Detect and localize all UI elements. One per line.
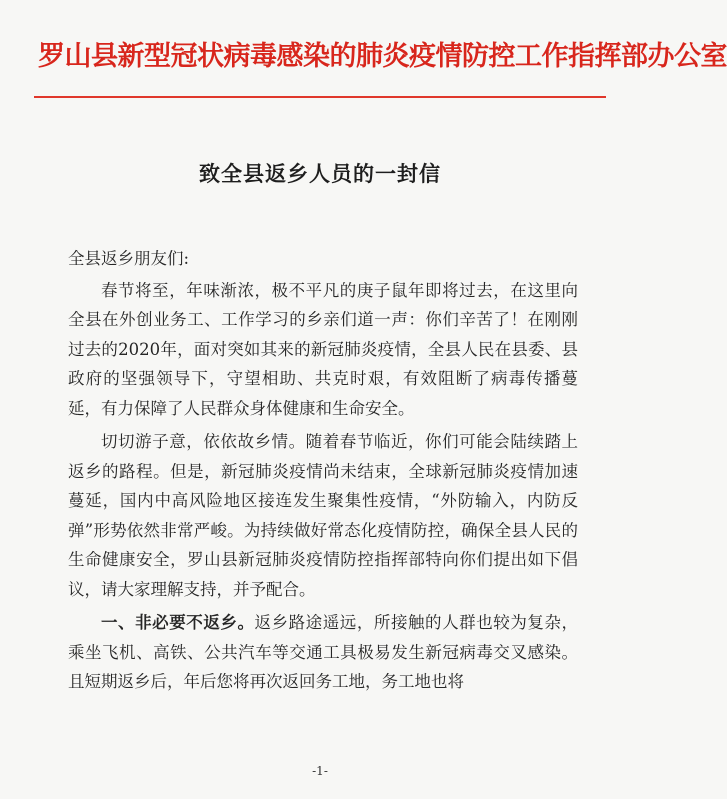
issuing-office-header: 罗山县新型冠状病毒感染的肺炎疫情防控工作指挥部办公室: [38, 41, 727, 72]
paragraph-1: 春节将至，年味渐浓，极不平凡的庚子鼠年即将过去，在这里向全县在外创业务工、工作学习的乡亲们道一声：你们辛苦了！在刚刚过去的2020年，面对突如其来的新冠肺炎疫情，全县人民在县委、县政府的坚强领导下，守望相助、共克时艰，有效阻断了病毒传播蔓延，有力保障了人民群众身体健康和生命安全。: [68, 280, 578, 418]
page-number: -1-: [312, 764, 328, 778]
section-1: [68, 608, 578, 697]
section-1-heading: 一、非必要不返乡。: [101, 613, 255, 632]
section-1-text: 返乡路途遥远，所接触的人群也较为复杂，乘坐飞机、高铁、公共汽车等交通工具极易发生新冠病毒交叉感染。且短期返乡后，年后您将再次返回务工地，务工地也将: [68, 613, 579, 691]
greeting: 全县返乡朋友们:: [68, 249, 190, 268]
paragraph-2: 切切游子意，依依故乡情。随着春节临近，你们可能会陆续踏上返乡的路程。但是，新冠肺炎疫情尚未结束，全球新冠肺炎疫情加速蔓延，国内中高风险地区接连发生聚集性疫情，“外防输入，内防反弹”形势依然非常严峻。为持续做好常态化疫情防控，确保全县人民的生命健康安全，罗山县新冠肺炎疫情防控指挥部特向你们提出如下倡议，请大家理解支持，并予配合。: [68, 432, 578, 599]
letter-body: [68, 244, 578, 697]
document-title: 致全县返乡人员的一封信: [199, 161, 441, 186]
header-divider: [34, 96, 606, 98]
